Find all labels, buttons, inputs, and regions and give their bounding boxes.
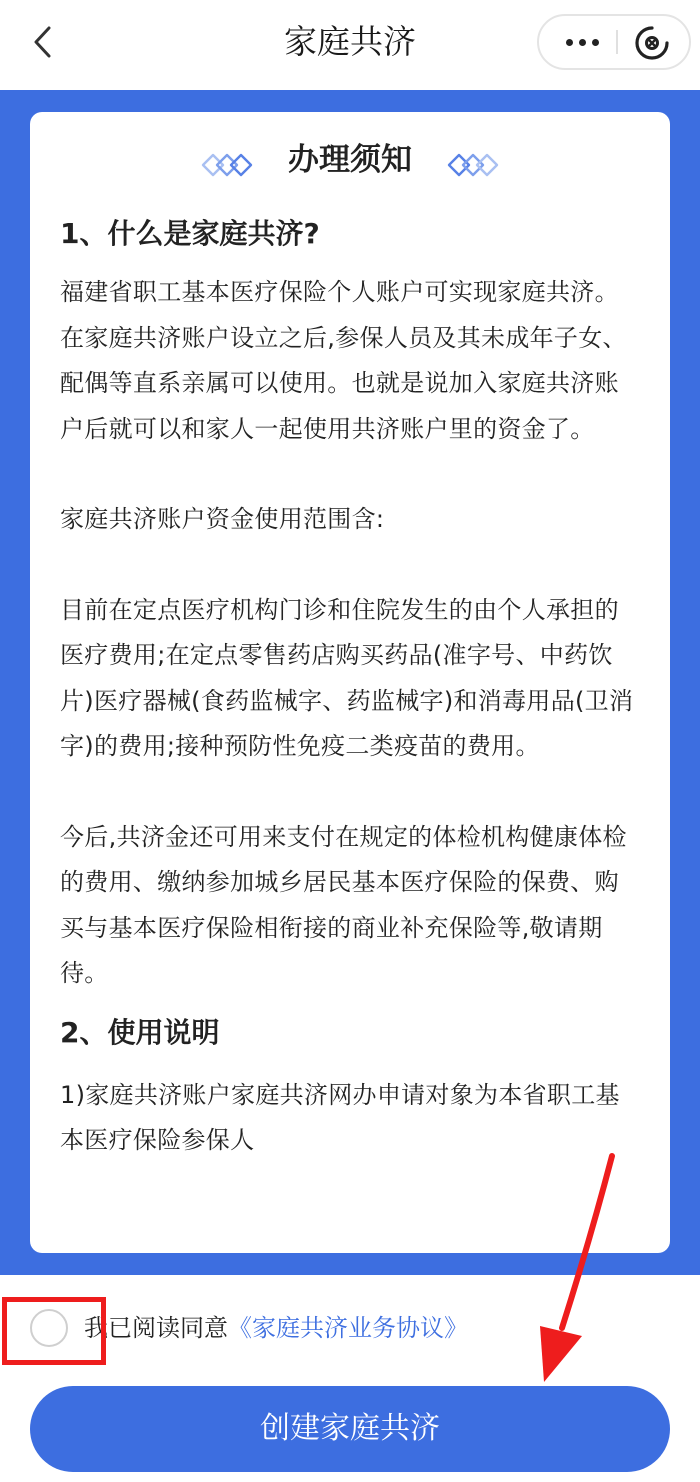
card-title: 办理须知	[288, 142, 412, 178]
page-title: 家庭共济	[284, 22, 416, 61]
paragraph: 目前在定点医疗机构门诊和住院发生的由个人承担的医疗费用;在定点零售药店购买药品(准字号、中药饮片)医疗器械(食药监械字、药监械字)和消毒用品(卫消字)的费用;接种预防性免疫二类疫苗的费用。	[60, 595, 634, 760]
card-header	[30, 132, 670, 188]
capsule-divider	[616, 30, 618, 54]
paragraph: 1)家庭共济账户家庭共济网办申请对象为本省职工基本医疗保险参保人	[60, 1080, 620, 1154]
close-circle-icon	[633, 24, 671, 62]
create-family-fund-button[interactable]: 创建家庭共济	[30, 1386, 670, 1472]
more-button[interactable]	[551, 20, 613, 64]
paragraph: 家庭共济账户资金使用范围含:	[60, 505, 385, 533]
notice-card[interactable]	[30, 112, 670, 1253]
section-heading: 2、使用说明	[60, 1015, 220, 1049]
paragraph: 福建省职工基本医疗保险个人账户可实现家庭共济。在家庭共济账户设立之后,参保人员及其未成年子女、配偶等直系亲属可以使用。也就是说加入家庭共济账户后就可以和家人一起使用共济账户里的资金了。	[60, 278, 627, 443]
top-nav-bar	[0, 0, 700, 90]
paragraph: 今后,共济金还可用来支付在规定的体检机构健康体检的费用、缴纳参加城乡居民基本医疗保险的保费、购买与基本医疗保险相衔接的商业补充保险等,敬请期待。	[60, 822, 627, 987]
agreement-link[interactable]: 《家庭共济业务协议》	[228, 1314, 468, 1342]
notice-content	[60, 212, 640, 1164]
more-dots-icon	[566, 39, 573, 46]
agreement-prefix: 我已阅读同意	[84, 1314, 228, 1342]
mini-program-capsule	[537, 14, 691, 70]
agreement-text	[84, 1306, 468, 1350]
section-heading: 1、什么是家庭共济?	[60, 217, 320, 250]
annotation-highlight-box	[2, 1297, 106, 1365]
close-button[interactable]	[633, 24, 671, 62]
diamond-decoration-icon	[438, 152, 500, 178]
annotation-arrow-icon	[520, 1150, 630, 1390]
